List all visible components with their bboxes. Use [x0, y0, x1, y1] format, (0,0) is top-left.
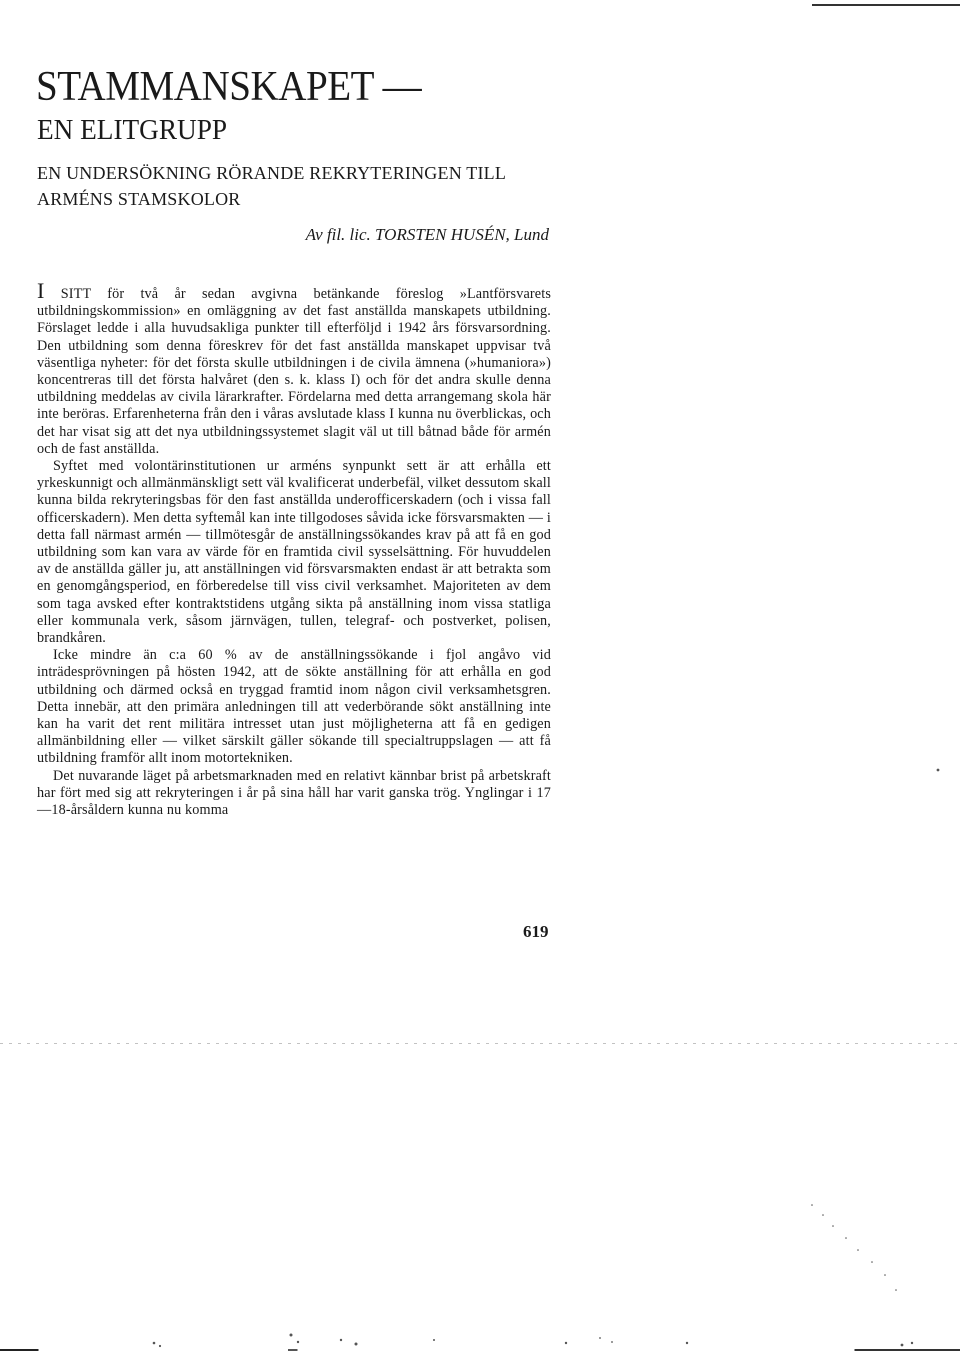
article-title-line-2: EN ELITGRUPP: [37, 114, 228, 146]
article-subtitle: EN UNDERSÖKNING RÖRANDE REKRYTERINGEN TILL ARMÉNS STAMSKOLOR: [37, 163, 506, 209]
paragraph-4: Det nuvarande läget på arbetsmarknaden med en relativt kännbar brist på arbetskraft har fört med sig att rekryteringen i år på sina håll har varit ganska trög. Ynglingar i 17—18-årsåldern kunna nu komma: [37, 767, 551, 819]
article-title: STAMMANSKAPET —: [36, 64, 422, 110]
initial-letter: I: [37, 278, 45, 303]
paragraph-2: Syftet med volontärinstitutionen ur arméns synpunkt sett är att erhålla ett yrkeskunnigt och allmänmänskligt sett väl kvalificerat underbefäl, vilket dessutom skall kunna bilda rekryteringsbas för den fast anställda underofficerskadern (och i vissa fall officerskadern). Men detta syftemål kan inte tillgodoses såvida icke försvarsmakten — i detta fall närmast armén — tillmötesgår de anställningssökandes krav på att få en god utbildning som kan vara av värde för en framtida civil sysselsättning. För huvuddelen av de anställda gäller ju, att anställningen vid försvarsmakten endast är att betrakta som en genomgångsperiod, en förberedelse till viss civil verksamhet. Majoriteten av dem som taga avsked efter kontraktstidens utgång sikta på anställning inom vissa statliga eller kommunala verk, såsom järnvägen, tullen, telegraf- och postverket, polisen, brandkåren.: [37, 458, 551, 647]
page-number: 619: [523, 922, 549, 941]
scan-bottom-edge: [0, 1349, 960, 1351]
paragraph-3: Icke mindre än c:a 60 % av de anställningssökande i fjol angåvo vid inträdesprövningen på hösten 1942, att de sökte anställning för att erhålla en god utbildning och därmed också en tryggad framtid inom någon civil verksamhetsgren. Detta innebär, att den primära anledningen till att vederbörande sökt anställning inte kan ha varit det rent militära intresset utan just möjligheterna att få en gedigen allmänbildning eller — vilket särskilt gäller sökande till specialtruppslagen — att få utbildning framför allt inom motortekniken.: [37, 647, 551, 767]
paragraph-1-text: SITT för två år sedan avgivna betänkande föreslog »Lantförsvarets utbildningskommission» en omläggning av det fast anställda manskapets utbildning. Förslaget ledde i alla huvudsakliga punkter till efterföljd i 1942 års försvarsordning. Den utbildning som denna föreskrev för det fast anställda manskapet uppvisar två väsentliga nyheter: för det första skulle utbildningen i de civila ämnena (»humaniora») koncentreras till det första halvåret (den s. k. klass I) och för det andra skulle denna utbildning meddelas av civila lärarkrafter. Fördelarna med detta arrangemang skola här inte beröras. Erfarenheterna från den i våras avslutade klass I kunna nu överblickas, och det har visat sig att det nya utbildningssystemet slagit väl ut till båtnad både för armén och de fast anställda.: [37, 286, 551, 457]
author-byline: Av fil. lic. TORSTEN HUSÉN, Lund: [305, 225, 549, 244]
